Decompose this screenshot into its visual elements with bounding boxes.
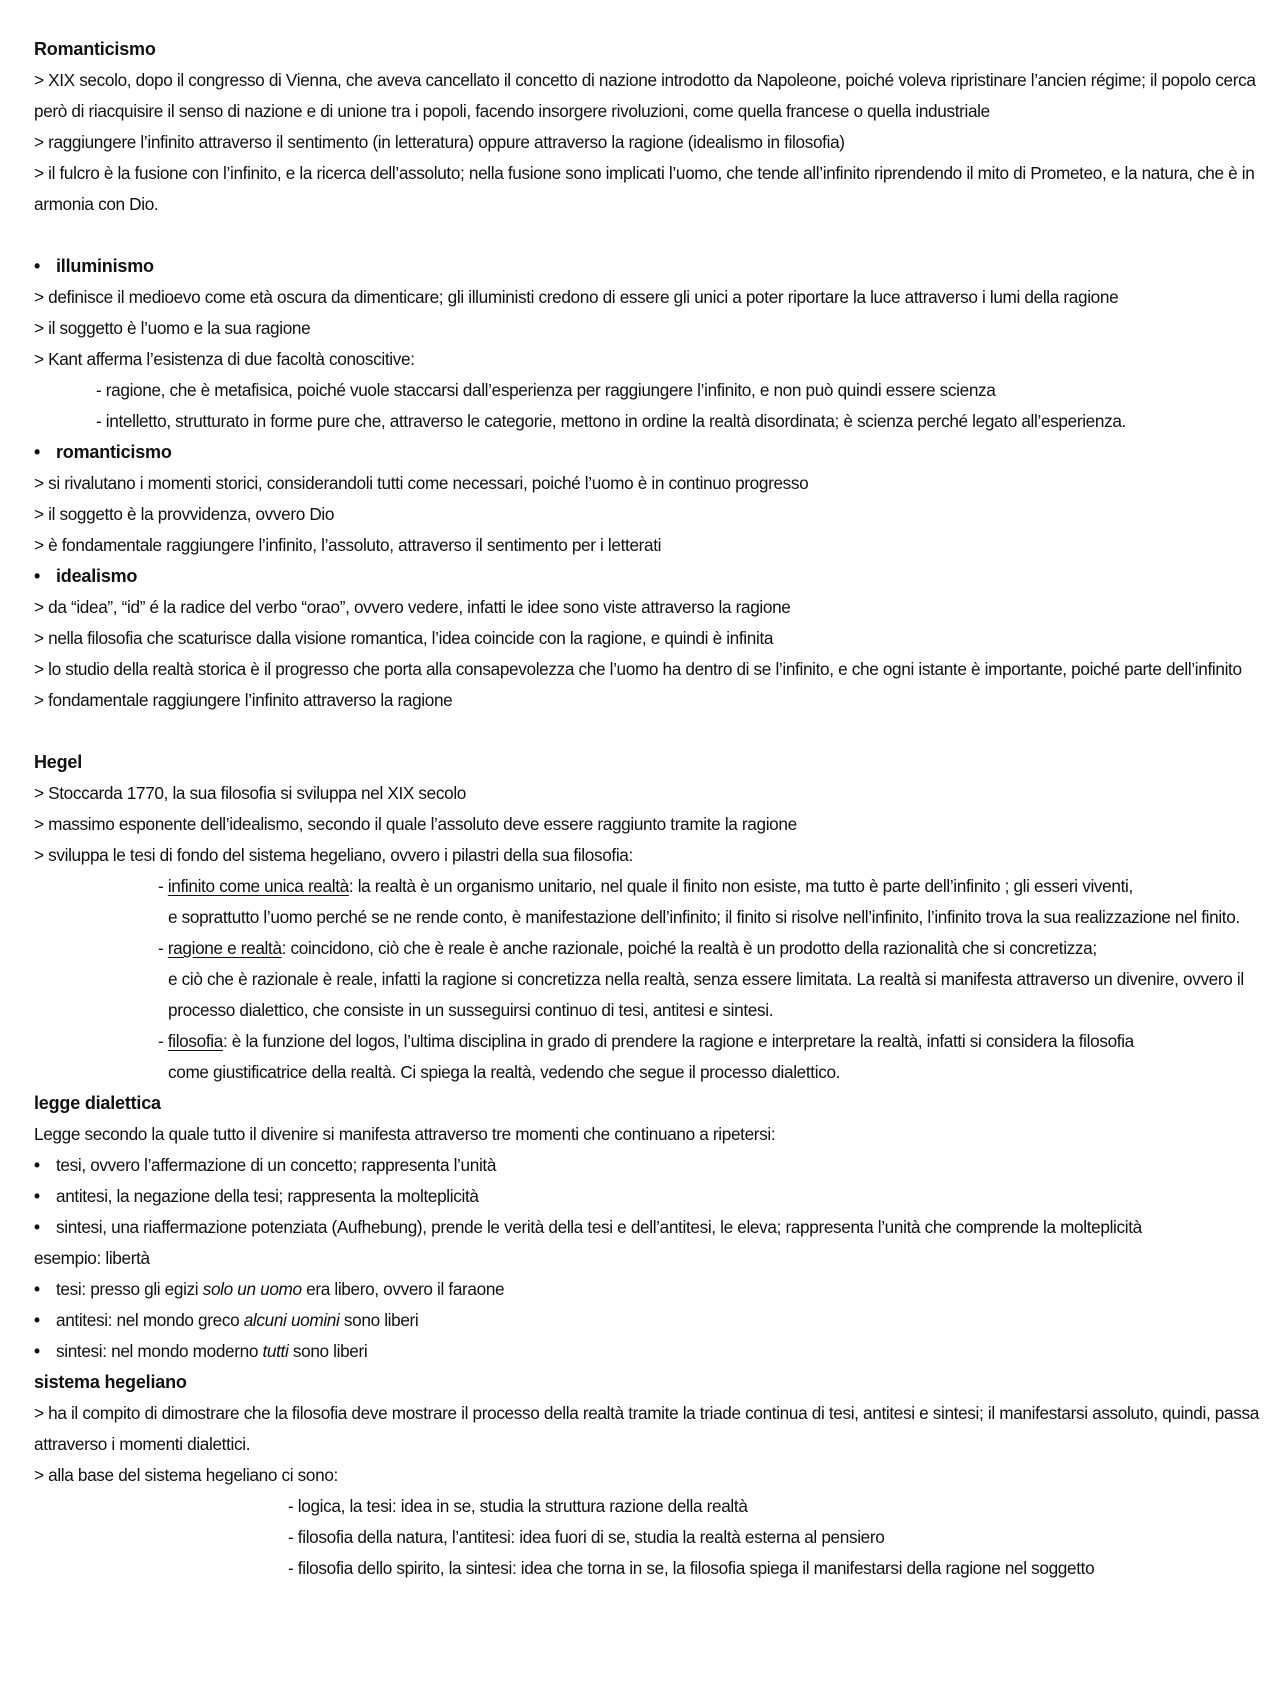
thesis-key: infinito come unica realtà bbox=[167, 876, 349, 896]
sistema-subitem-2: - filosofia della natura, l’antitesi: idea fuori di se, studia la realtà esterna al pensiero bbox=[288, 1527, 885, 1547]
text: sono liberi bbox=[339, 1310, 419, 1330]
section-title-hegel: Hegel bbox=[34, 752, 83, 772]
romanticismo2-line-1: > si rivalutano i momenti storici, considerandoli tutti come necessari, poiché l’uomo è in continuo progresso bbox=[34, 473, 809, 493]
section-title-legge-dialettica: legge dialettica bbox=[34, 1093, 161, 1113]
legge-bullet-2 bbox=[34, 1181, 1259, 1212]
spacer bbox=[34, 716, 1259, 747]
bullet-title-text: romanticismo bbox=[56, 442, 172, 462]
bullet-title-romanticismo bbox=[34, 437, 1259, 468]
romanticismo2-line-2: > il soggetto è la provvidenza, ovvero Dio bbox=[34, 504, 335, 524]
illuminismo-line-1: > definisce il medioevo come età oscura da dimenticare; gli illuministi credono di essere gli unici a poter riportare la luce attraverso i lumi della ragione bbox=[34, 287, 1119, 307]
illuminismo-subitem-1: - ragione, che è metafisica, poiché vuole staccarsi dall’esperienza per raggiungere l’infinito, e non può quindi essere scienza bbox=[96, 380, 996, 400]
section-title-romanticismo: Romanticismo bbox=[34, 39, 156, 59]
thesis-text: : la realtà è un organismo unitario, nel quale il finito non esiste, ma tutto è parte dell’infinito ; gli esseri viventi, bbox=[348, 876, 1133, 896]
dash: - bbox=[158, 1031, 168, 1051]
bullet-text: sintesi, una riaffermazione potenziata (Aufhebung), prende le verità della tesi e dell’antitesi, le eleva; rappresenta l’unità che comprende la molteplicità bbox=[56, 1217, 1142, 1237]
illuminismo-line-2: > il soggetto è l’uomo e la sua ragione bbox=[34, 318, 311, 338]
bullet-icon: • bbox=[34, 1310, 40, 1330]
bullet-title-illuminismo bbox=[34, 251, 1259, 282]
legge-example: esempio: libertà bbox=[34, 1248, 150, 1268]
bullet-icon: • bbox=[34, 1186, 40, 1206]
italic-text: tutti bbox=[262, 1341, 289, 1361]
example-bullet-3 bbox=[34, 1336, 1259, 1367]
romanticismo-line-3: > il fulcro è la fusione con l’infinito, e la ricerca dell’assoluto; nella fusione sono implicati l’uomo, che tende all’infinito riprendendo il mito di Prometeo, e la natura, che è in armonia con Dio. bbox=[34, 163, 1255, 214]
example-bullet-1 bbox=[34, 1274, 1259, 1305]
legge-bullet-1 bbox=[34, 1150, 1259, 1181]
spacer bbox=[34, 220, 1259, 251]
idealismo-line-1: > da “idea”, “id” é la radice del verbo “orao”, ovvero vedere, infatti le idee sono viste attraverso la ragione bbox=[34, 597, 791, 617]
legge-bullet-3 bbox=[34, 1212, 1259, 1243]
dash: - bbox=[158, 876, 168, 896]
hegel-thesis-2 bbox=[34, 933, 1259, 1026]
italic-text: solo un uomo bbox=[202, 1279, 302, 1299]
dash: - bbox=[158, 938, 168, 958]
hegel-thesis-3 bbox=[34, 1026, 1259, 1088]
bullet-title-idealismo bbox=[34, 561, 1259, 592]
text: era libero, ovvero il faraone bbox=[301, 1279, 505, 1299]
romanticismo2-line-3: > è fondamentale raggiungere l’infinito, l’assoluto, attraverso il sentimento per i letterati bbox=[34, 535, 662, 555]
bullet-title-text: illuminismo bbox=[56, 256, 154, 276]
thesis-key: filosofia bbox=[167, 1031, 223, 1051]
thesis-key: ragione e realtà bbox=[167, 938, 282, 958]
bullet-icon: • bbox=[34, 1217, 40, 1237]
romanticismo-line-1: > XIX secolo, dopo il congresso di Vienna, che aveva cancellato il concetto di nazione introdotto da Napoleone, poiché voleva ripristinare l’ancien régime; il popolo cerca però di riacquisire il senso di nazione e di unione tra i popoli, facendo insorgere rivoluzioni, come quella francese o quella industriale bbox=[34, 70, 1256, 121]
bullet-text: tesi, ovvero l’affermazione di un concetto; rappresenta l’unità bbox=[56, 1155, 497, 1175]
hegel-thesis-1 bbox=[34, 871, 1259, 933]
illuminismo-line-3: > Kant afferma l’esistenza di due facoltà conoscitive: bbox=[34, 349, 415, 369]
idealismo-line-2: > nella filosofia che scaturisce dalla visione romantica, l’idea coincide con la ragione, e quindi è infinita bbox=[34, 628, 774, 648]
hegel-line-1: > Stoccarda 1770, la sua filosofia si sviluppa nel XIX secolo bbox=[34, 783, 466, 803]
sistema-subitem-1: - logica, la tesi: idea in se, studia la struttura razione della realtà bbox=[288, 1496, 748, 1516]
example-bullet-2 bbox=[34, 1305, 1259, 1336]
text: sintesi: nel mondo moderno bbox=[56, 1341, 263, 1361]
romanticismo-line-2: > raggiungere l’infinito attraverso il sentimento (in letteratura) oppure attraverso la ragione (idealismo in filosofia) bbox=[34, 132, 845, 152]
text: sono liberi bbox=[288, 1341, 368, 1361]
text: tesi: presso gli egizi bbox=[56, 1279, 203, 1299]
thesis-text: : è la funzione del logos, l’ultima disciplina in grado di prendere la ragione e interpretare la realtà, infatti si considera la filosofia bbox=[222, 1031, 1134, 1051]
legge-intro: Legge secondo la quale tutto il divenire si manifesta attraverso tre momenti che continuano a ripetersi: bbox=[34, 1124, 776, 1144]
thesis-continuation: e ciò che è razionale è reale, infatti la ragione si concretizza nella realtà, senza essere limitata. La realtà si manifesta attraverso un divenire, ovvero il processo dialettico, che consiste in un susseguirsi continuo di tesi, antitesi e sintesi. bbox=[168, 969, 1244, 1020]
sistema-subitem-3: - filosofia dello spirito, la sintesi: idea che torna in se, la filosofia spiega il manifestarsi della ragione nel soggetto bbox=[288, 1558, 1095, 1578]
hegel-line-3: > sviluppa le tesi di fondo del sistema hegeliano, ovvero i pilastri della sua filosofia: bbox=[34, 845, 633, 865]
text: antitesi: nel mondo greco bbox=[56, 1310, 244, 1330]
italic-text: alcuni uomini bbox=[243, 1310, 340, 1330]
bullet-icon: • bbox=[34, 566, 41, 586]
idealismo-line-3: > lo studio della realtà storica è il progresso che porta alla consapevolezza che l’uomo ha dentro di se l’infinito, e che ogni istante è importante, poiché parte dell’infinito bbox=[34, 659, 1242, 679]
bullet-title-text: idealismo bbox=[56, 566, 138, 586]
section-title-sistema-hegeliano: sistema hegeliano bbox=[34, 1372, 187, 1392]
document-page bbox=[34, 34, 1259, 1584]
illuminismo-subitem-2: - intelletto, strutturato in forme pure che, attraverso le categorie, mettono in ordine la realtà disordinata; è scienza perché legato all’esperienza. bbox=[96, 411, 1126, 431]
thesis-continuation: come giustificatrice della realtà. Ci spiega la realtà, vedendo che segue il processo dialettico. bbox=[168, 1062, 841, 1082]
bullet-text: antitesi, la negazione della tesi; rappresenta la molteplicità bbox=[56, 1186, 479, 1206]
bullet-icon: • bbox=[34, 1341, 40, 1361]
sistema-line-1: > ha il compito di dimostrare che la filosofia deve mostrare il processo della realtà tramite la triade continua di tesi, antitesi e sintesi; il manifestarsi assoluto, quindi, passa attraverso i momenti dialettici. bbox=[34, 1403, 1259, 1454]
thesis-continuation: e soprattutto l’uomo perché se ne rende conto, è manifestazione dell’infinito; il finito si risolve nell’infinito, l’infinito trova la sua realizzazione nel finito. bbox=[168, 907, 1240, 927]
bullet-icon: • bbox=[34, 442, 41, 462]
sistema-line-2: > alla base del sistema hegeliano ci sono: bbox=[34, 1465, 338, 1485]
thesis-text: : coincidono, ciò che è reale è anche razionale, poiché la realtà è un prodotto della razionalità che si concretizza; bbox=[281, 938, 1097, 958]
hegel-line-2: > massimo esponente dell’idealismo, secondo il quale l’assoluto deve essere raggiunto tramite la ragione bbox=[34, 814, 797, 834]
bullet-icon: • bbox=[34, 1155, 40, 1175]
bullet-icon: • bbox=[34, 256, 41, 276]
idealismo-line-4: > fondamentale raggiungere l’infinito attraverso la ragione bbox=[34, 690, 453, 710]
bullet-icon: • bbox=[34, 1279, 40, 1299]
